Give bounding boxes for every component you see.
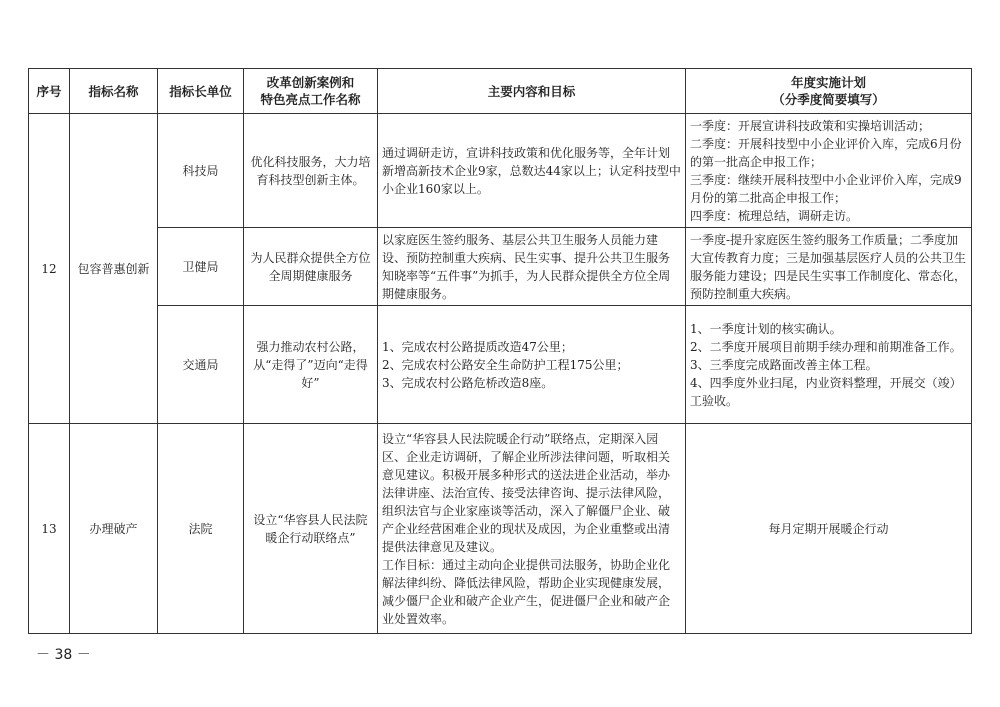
row-plan: 每月定期开展暖企行动	[686, 424, 972, 634]
plan-line: 一季度：开展宣讲科技政策和实操培训活动；	[690, 118, 931, 133]
row-case: 优化科技服务，大力培育科技型创新主体。	[244, 114, 378, 228]
header-case-name-line2: 特色亮点工作名称	[260, 92, 361, 107]
header-lead-unit: 指标长单位	[158, 69, 244, 114]
row-case: 设立“华容县人民法院暖企行动联络点”	[244, 424, 378, 634]
row-content	[378, 306, 686, 424]
row-unit: 法院	[158, 424, 244, 634]
plan-line: 3、三季度完成路面改善主体工程。	[690, 357, 878, 372]
content-line: 3、完成农村公路危桥改造8座。	[382, 375, 554, 390]
row-plan	[686, 114, 972, 228]
table-row	[29, 114, 972, 228]
row-content: 以家庭医生签约服务、基层公共卫生服务人员能力建设、预防控制重大疾病、民生实事、提升公共卫生服务知晓率等“五件事”为抓手，为人民群众提供全方位全周期健康服务。	[378, 228, 686, 306]
plan-line: 4、四季度外业扫尾，内业资料整理，开展交（竣）工验收。	[690, 375, 962, 408]
content-goal: 工作目标：通过主动向企业提供司法服务，协助企业化解法律纠纷、降低法律风险，帮助企业实现健康发展，减少僵尸企业和破产企业产生，促进僵尸企业和破产企业处置效率。	[382, 557, 671, 626]
header-indicator: 指标名称	[70, 69, 158, 114]
header-seq: 序号	[29, 69, 70, 114]
header-row	[29, 69, 972, 114]
row-case: 强力推动农村公路，从“走得了”迈向“走得好”	[244, 306, 378, 424]
row-seq-12: 12	[29, 114, 70, 424]
header-case-name	[244, 69, 378, 114]
plan-line: 2、二季度开展项目前期手续办理和前期准备工作。	[690, 339, 962, 354]
header-plan-line1: 年度实施计划	[790, 75, 866, 90]
row-content	[378, 424, 686, 634]
content-line: 1、完成农村公路提质改造47公里；	[382, 339, 573, 354]
row-indicator-13: 办理破产	[70, 424, 158, 634]
table-row	[29, 228, 972, 306]
row-unit: 卫健局	[158, 228, 244, 306]
row-seq-13: 13	[29, 424, 70, 634]
content-paragraph: 设立“华容县人民法院暖企行动”联络点，定期深入园区、企业走访调研，了解企业所涉法律问题，听取相关意见建议。积极开展多种形式的送法进企业活动，举办法律讲座、法治宣传、接受法律咨询、提示法律风险，组织法官与企业家座谈等活动，深入了解僵尸企业、破产企业经营困难企业的现状及成因，为企业重整或出清提供法律意见及建议。	[382, 431, 671, 554]
header-plan	[686, 69, 972, 114]
plan-line: 四季度：梳理总结，调研走访。	[690, 208, 859, 223]
table-row	[29, 306, 972, 424]
table-row	[29, 424, 972, 634]
plan-line: 三季度：继续开展科技型中小企业评价入库，完成9月份的第二批高企申报工作；	[690, 172, 962, 205]
plan-line: 1、一季度计划的核实确认。	[690, 321, 842, 336]
row-indicator-12: 包容普惠创新	[70, 114, 158, 424]
page-number: － 38 －	[36, 647, 91, 663]
row-case: 为人民群众提供全方位全周期健康服务	[244, 228, 378, 306]
row-content: 通过调研走访，宣讲科技政策和优化服务等，全年计划新增高新技术企业9家，总数达44家以上；认定科技型中小企业160家以上。	[378, 114, 686, 228]
content-line: 2、完成农村公路安全生命防护工程175公里；	[382, 357, 629, 372]
plan-table	[28, 68, 972, 634]
row-unit: 科技局	[158, 114, 244, 228]
row-unit: 交通局	[158, 306, 244, 424]
row-plan: 一季度-提升家庭医生签约服务工作质量；二季度加大宣传教育力度；三是加强基层医疗人员的公共卫生服务能力建设；四是民生实事工作制度化、常态化，预防控制重大疾病。	[686, 228, 972, 306]
header-content: 主要内容和目标	[378, 69, 686, 114]
header-plan-line2: （分季度简要填写）	[772, 92, 885, 107]
row-plan	[686, 306, 972, 424]
header-case-name-line1: 改革创新案例和	[266, 75, 355, 90]
plan-line: 二季度：开展科技型中小企业评价入库，完成6月份的第一批高企申报工作；	[690, 136, 962, 169]
